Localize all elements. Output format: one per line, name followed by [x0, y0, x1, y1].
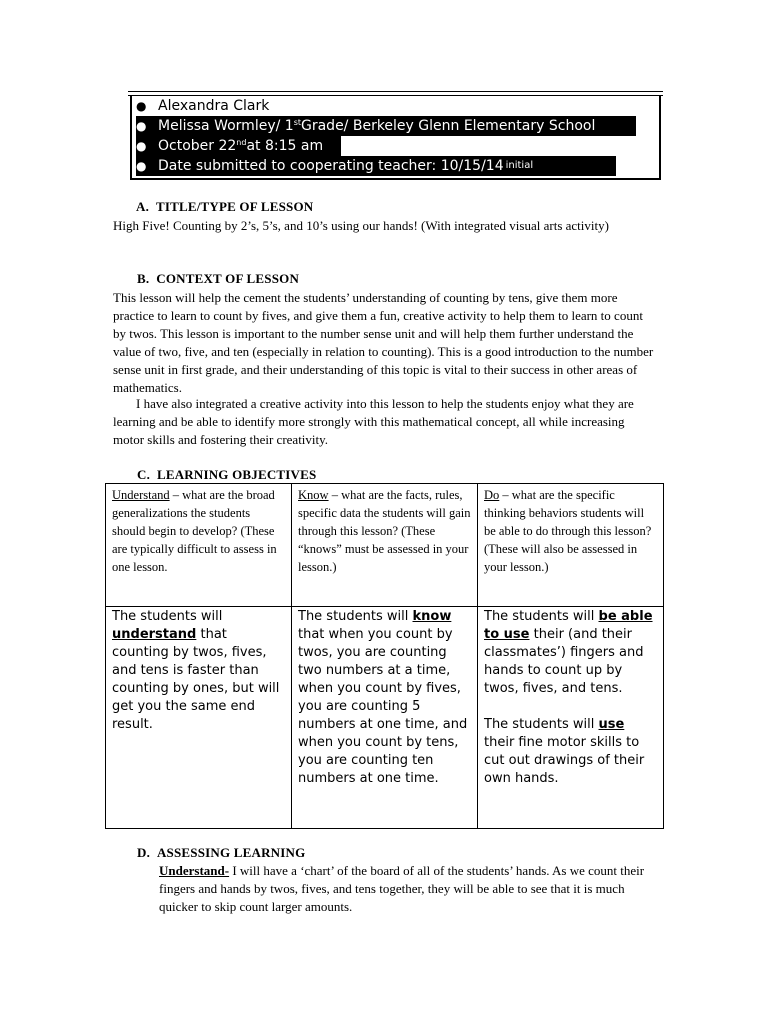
section-d-title: ASSESSING LEARNING	[156, 845, 306, 860]
date-pre: October 22	[158, 138, 237, 154]
do-answer-1	[484, 608, 657, 698]
header-teacher-line: ● Melissa Wormley/ 1 $^{st}$ Grade/ Berkeley Glenn Elementary School	[136, 116, 636, 136]
do-answer-2-key: use	[598, 717, 625, 732]
do-answer-1-post: their (and their classmates’) fingers and hands to count up by twos, fives, and tens.	[484, 627, 644, 696]
section-a-letter: A.	[136, 199, 150, 214]
know-answer-cell	[292, 607, 478, 829]
header-submitted-line	[136, 156, 616, 176]
section-c-heading	[137, 467, 316, 483]
do-question-cell	[478, 484, 664, 607]
section-a-title: TITLE/TYPE OF LESSON	[155, 199, 314, 214]
do-label: Do	[484, 488, 500, 502]
section-d-body: I will have a ‘chart’ of the board of all of the students’ hands. As we count their fingers and hands by twos, fives, and tens together, they will be able to see that it is much quicker to skip count larger amounts.	[159, 863, 645, 914]
bullet-icon: ●	[136, 139, 147, 153]
do-answer-2-pre: The students will	[484, 717, 599, 732]
teacher-post: Grade/ Berkeley Glenn Elementary School	[301, 118, 596, 134]
know-label: Know	[298, 488, 329, 502]
header-date-line: ● October 22 $^{nd}$ at 8:15 am	[136, 136, 341, 156]
do-answer-2	[484, 716, 657, 788]
do-answer-2-post: their fine motor skills to cut out drawings of their own hands.	[484, 735, 645, 786]
section-c-letter: C.	[137, 467, 151, 482]
bullet-icon: ●	[136, 99, 147, 113]
bullet-icon: ●	[136, 159, 147, 173]
section-b-title: CONTEXT OF LESSON	[156, 271, 300, 286]
do-question: – what are the specific thinking behaviors students will be able to do through this lesson? (These will also be assessed in your lesson.)	[484, 488, 652, 574]
do-answer-cell	[478, 607, 664, 829]
header-top-rule	[128, 91, 663, 92]
section-b-paragraph-1: This lesson will help the cement the students’ understanding of counting by tens, give them more practice to learn to count by fives, and give them a fun, creative activity to help them to learn to count by twos. This lesson is important to the number sense unit and will help them further understand the value of two, five, and ten (especially in relation to counting). This is a good introduction to the number sense unit in first grade, and their understanding of this topic is vital to their success in other areas of mathematics.	[113, 290, 654, 395]
submitted-text: Date submitted to cooperating teacher: 10/15/14	[158, 158, 504, 174]
section-d-heading	[137, 845, 305, 861]
know-answer-pre: The students will	[298, 609, 413, 624]
teacher-pre: Melissa Wormley/ 1	[158, 118, 294, 134]
initial-label: initial	[505, 160, 534, 171]
table-row	[106, 607, 664, 829]
understand-answer-pre: The students will	[112, 609, 223, 624]
section-d-text	[159, 862, 659, 916]
table-row	[106, 484, 664, 607]
student-name: Alexandra Clark	[158, 98, 270, 114]
section-b-letter: B.	[137, 271, 150, 286]
do-answer-1-key: be able to use	[484, 609, 653, 642]
section-d-key: Understand-	[159, 863, 230, 878]
know-answer-key: know	[412, 609, 452, 624]
date-post: at 8:15 am	[246, 138, 324, 154]
understand-answer-post: that counting by twos, fives, and tens is faster than counting by ones, but will get you the same end result.	[112, 627, 280, 732]
section-c-title: LEARNING OBJECTIVES	[156, 467, 317, 482]
header-name-line	[136, 96, 269, 116]
section-d-letter: D.	[137, 845, 151, 860]
section-b-paragraph-2: I have also integrated a creative activity into this lesson to help the students enjoy what they are learning and be able to identify more strongly with this mathematical concept, all while increasing motor skills and fostering their creativity.	[113, 396, 634, 447]
understand-answer-key: understand	[112, 627, 197, 642]
understand-question: – what are the broad generalizations the students should begin to develop? (These are typically difficult to assess in one lesson.	[112, 488, 277, 574]
section-a-heading	[136, 199, 313, 215]
know-question: – what are the facts, rules, specific data the students will gain through this lesson? (These “knows” must be assessed in your lesson.)	[298, 488, 471, 574]
do-answer-1-pre: The students will	[484, 609, 599, 624]
know-answer-post: that when you count by twos, you are counting two numbers at a time, when you count by fives, you are counting 5 numbers at one time, and when you count by tens, you are counting ten numbers at one time.	[298, 627, 468, 786]
bullet-icon: ●	[136, 119, 147, 133]
section-b-heading	[137, 271, 299, 287]
understand-label: Understand	[112, 488, 170, 502]
understand-answer-cell	[106, 607, 292, 829]
learning-objectives-table	[105, 483, 664, 829]
know-question-cell	[292, 484, 478, 607]
understand-question-cell	[106, 484, 292, 607]
section-a-text: High Five! Counting by 2’s, 5’s, and 10’s using our hands! (With integrated visual arts activity)	[113, 218, 609, 233]
